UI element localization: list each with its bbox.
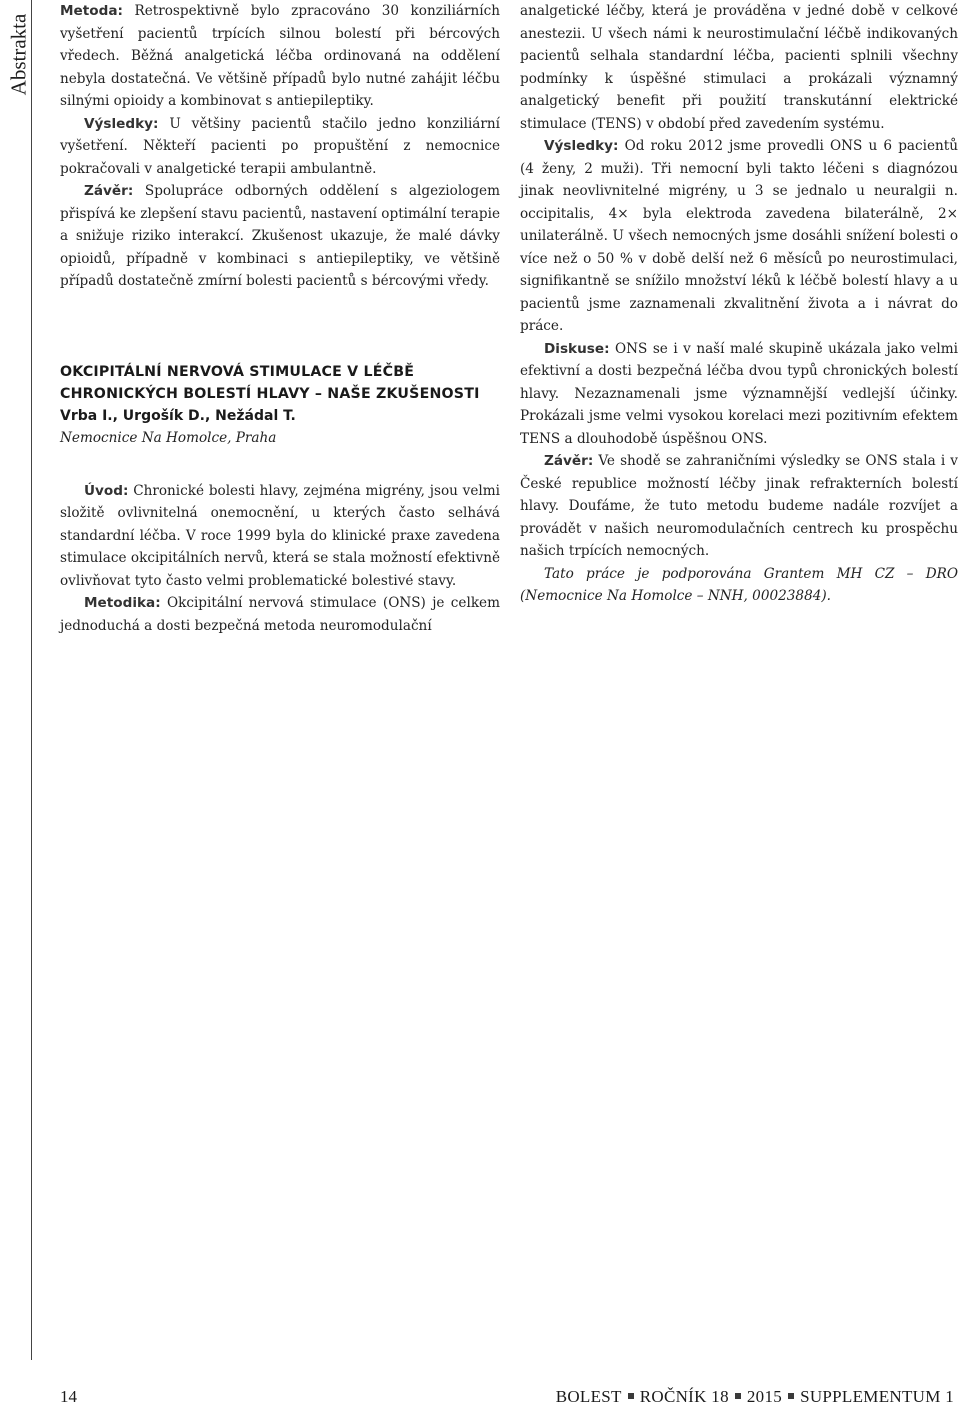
methodology-text: Okcipitální nervová stimulace (ONS) je celkem jednoduchá a dosti bezpečná metoda neuromodulační	[60, 595, 500, 634]
results-label: Výsledky:	[84, 115, 159, 132]
methodology-label: Metodika:	[84, 595, 161, 611]
discussion-label: Diskuse:	[544, 340, 610, 357]
journal-supplement: SUPPLEMENTUM 1	[800, 1387, 954, 1406]
conclusion-label: Závěr:	[84, 183, 134, 199]
results-paragraph	[60, 113, 500, 181]
conclusion-paragraph	[60, 180, 500, 293]
side-divider	[31, 0, 32, 1360]
ons-conclusion-paragraph	[520, 450, 958, 563]
ons-conclusion-label: Závěr:	[544, 453, 594, 469]
method-text: Retrospektivně bylo zpracováno 30 konziliárních vyšetření pacientů trpících silnou bolestí při bércových vředech. Běžná analgetická léčba ordinovaná na oddělení nebyla dostatečná. Ve většině případů bylo nutné zahájit léčbu silnými opioidy a kombinovat s antiepileptiky.	[60, 3, 500, 109]
method-paragraph	[60, 0, 500, 113]
methodology-paragraph	[60, 592, 500, 637]
ons-results-label: Výsledky:	[544, 138, 619, 154]
intro-paragraph	[60, 480, 500, 593]
separator-square-icon	[628, 1393, 634, 1399]
separator-square-icon	[735, 1393, 741, 1399]
methodology-continued: analgetické léčby, která je prováděna v jedné době v celkové anestezii. U všech námi k neurostimulační léčbě indikovaných pacientů selhala standardní léčba, pacienti splnili všechny podmínky k úspěšné stimulaci a prokázali významný analgetický benefit při použití transkutánní elektrické stimulace (TENS) v období před zavedením systému.	[520, 3, 958, 132]
journal-footer	[556, 1387, 954, 1407]
article-title: OKCIPITÁLNÍ NERVOVÁ STIMULACE V LÉČBĚ CHRONICKÝCH BOLESTÍ HLAVY – NAŠE ZKUŠENOSTI	[60, 363, 480, 402]
article-authors: Vrba I., Urgošík D., Nežádal T.	[60, 407, 296, 424]
method-label: Metoda:	[60, 3, 123, 19]
left-column	[60, 0, 500, 637]
conclusion-text: Spolupráce odborných oddělení s algeziologem přispívá ke zlepšení stavu pacientů, nastavení optimální terapie a snižuje riziko interakcí. Zkušenost ukazuje, že malé dávky opioidů, případně v kombinaci s antiepileptiky, ve většině případů dostatečně zmírní bolesti pacientů s bércovými vředy.	[60, 183, 500, 289]
ons-conclusion-text: Ve shodě se zahraničními výsledky se ONS stala i v České republice možností léčby jinak refrakterních bolestí hlavy. Doufáme, že tuto metodu budeme nadále rozvíjet a provádět v našich neuromodulačních centrech ku prospěchu našich trpících nemocných.	[520, 453, 958, 559]
page-number: 14	[60, 1387, 77, 1406]
discussion-paragraph	[520, 338, 958, 451]
article-affiliation: Nemocnice Na Homolce, Praha	[60, 430, 277, 446]
journal-year: 2015	[746, 1387, 783, 1406]
intro-text: Chronické bolesti hlavy, zejména migrény, jsou velmi složitě ovlivnitelná onemocnění, u kterých často selhává standardní léčba. V roce 1999 byla do klinické praxe zavedena stimulace okcipitálních nervů, která se stala možností efektivně ovlivňovat tyto často velmi problematické bolestivé stavy.	[60, 482, 500, 589]
journal-volume: ROČNÍK 18	[639, 1387, 729, 1406]
separator-square-icon	[788, 1393, 794, 1399]
intro-label: Úvod:	[84, 482, 129, 499]
right-column	[520, 0, 958, 608]
discussion-text: ONS se i v naší malé skupině ukázala jako velmi efektivní a dosti bezpečná léčba dvou typů chronických bolestí hlavy. Nezaznamenali jsme významnější vedlejší účinky. Prokázali jsme velmi vysokou korelaci mezi pozitivním efektem TENS a dlouhodobě úspěšnou ONS.	[520, 340, 958, 447]
results-text: U většiny pacientů stačilo jedno konziliární vyšetření. Někteří pacienti po propuštění z nemocnice pokračovali v analgetické terapii ambulantně.	[60, 115, 500, 177]
grant-note: Tato práce je podporována Grantem MH CZ – DRO (Nemocnice Na Homolce – NNH, 00023884).	[520, 565, 958, 604]
ons-results-paragraph	[520, 135, 958, 338]
section-tab-label: Abstrakta	[6, 13, 31, 96]
ons-results-text: Od roku 2012 jsme provedli ONS u 6 pacientů (4 ženy, 2 muži). Tři nemocní byli takto léčeni s diagnózou jinak neovlivnitelné migrény, u 3 se jednalo u neuralgii n. occipitalis, 4× byla elektroda zavedena bilaterálně, 2× unilaterálně. U všech nemocných jsme dosáhli snížení bolesti o více než o 50 % v době delší než 6 měsíců po neurostimulaci, signifikantně se snížilo množství léků k léčbě bolestí hlavy a u pacientů jsme zaznamenali zkvalitnění života a i návrat do práce.	[520, 138, 958, 334]
journal-name: BOLEST	[555, 1387, 622, 1406]
